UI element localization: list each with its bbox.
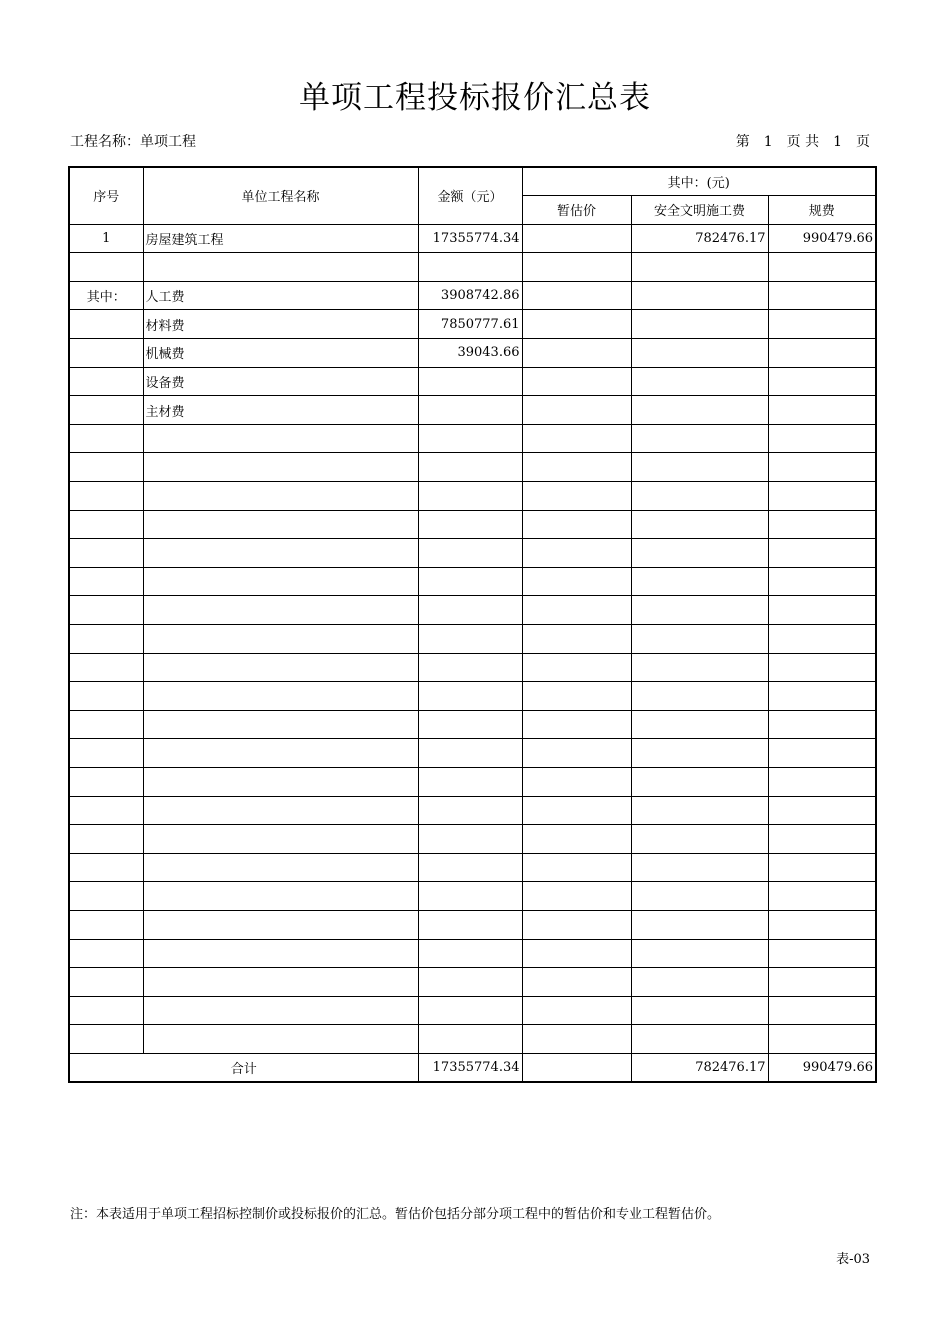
cell-seq: 1 [69,224,143,253]
table-row [69,510,876,539]
breakdown-name: 主材费 [143,396,418,425]
table-row [69,396,876,425]
breakdown-label: 其中： [69,281,143,310]
breakdown-name: 机械费 [143,339,418,368]
header-fees: 规费 [768,196,876,225]
pager-ye1: 页 [786,134,801,150]
header-group: 其中：(元) [522,167,876,196]
total-provisional [522,1053,631,1082]
header-safety: 安全文明施工费 [631,196,768,225]
breakdown-name: 材料费 [143,310,418,339]
table-row [69,996,876,1025]
page-indicator [736,131,870,151]
table-row [69,825,876,854]
table-row [69,367,876,396]
breakdown-name: 人工费 [143,281,418,310]
table-row [69,968,876,997]
table-row [69,539,876,568]
pager-di: 第 [735,134,750,150]
table-row [69,682,876,711]
project-value: 单项工程 [140,134,196,150]
table-row [69,739,876,768]
pager-ye2: 页 [856,134,870,150]
header-provisional: 暂估价 [522,196,631,225]
table-row [69,482,876,511]
table-row [69,224,876,253]
table-row [69,281,876,310]
table-row [69,1025,876,1054]
table-row [69,939,876,968]
project-name [70,131,196,151]
table-row [69,596,876,625]
table-row [69,710,876,739]
table-row [69,310,876,339]
header-name: 单位工程名称 [143,167,418,224]
table-row [69,653,876,682]
pager-gong: 共 [805,134,820,150]
cell-safety: 782476.17 [631,224,768,253]
table-row [69,767,876,796]
pager-total: 1 [833,134,842,150]
total-row [69,1053,876,1082]
footnote: 注：本表适用于单项工程招标控制价或投标报价的汇总。暂估价包括分部分项工程中的暂估价和专业工程暂估价。 [70,1207,721,1222]
total-amount: 17355774.34 [418,1053,522,1082]
table-row [69,339,876,368]
total-label: 合计 [69,1053,418,1082]
project-label: 工程名称： [70,134,140,150]
breakdown-amount [418,396,522,425]
form-number: 表-03 [836,1252,870,1267]
breakdown-amount [418,367,522,396]
header-seq: 序号 [69,167,143,224]
page-title: 单项工程投标报价汇总表 [299,80,651,116]
table-row [69,625,876,654]
table-row [69,567,876,596]
table-row [69,853,876,882]
table-row [69,424,876,453]
cell-name: 房屋建筑工程 [143,224,418,253]
breakdown-amount: 3908742.86 [418,281,522,310]
breakdown-amount: 7850777.61 [418,310,522,339]
header-amount: 金额（元） [418,167,522,224]
total-safety: 782476.17 [631,1053,768,1082]
breakdown-amount: 39043.66 [418,339,522,368]
table-row [69,253,876,282]
cell-provisional [522,224,631,253]
breakdown-name: 设备费 [143,367,418,396]
total-fees: 990479.66 [768,1053,876,1082]
table-row [69,796,876,825]
table-row [69,882,876,911]
cell-fees: 990479.66 [768,224,876,253]
cell-amount: 17355774.34 [418,224,522,253]
table-row [69,910,876,939]
pager-page: 1 [763,134,773,150]
summary-table [68,166,877,1083]
table-row [69,453,876,482]
